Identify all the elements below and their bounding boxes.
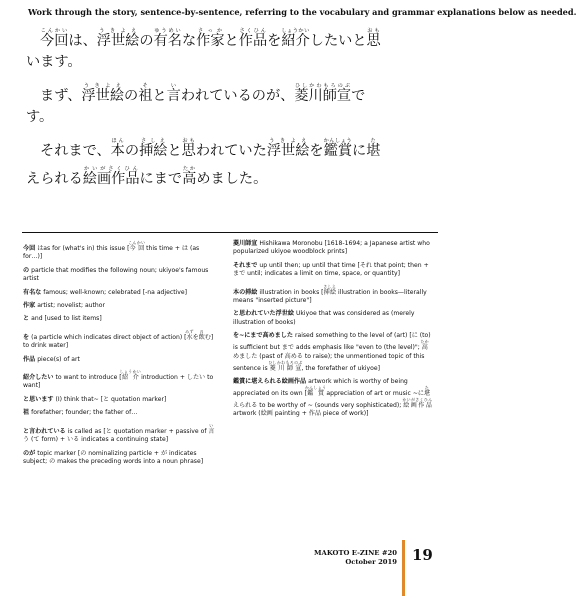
furigana-reading: たか — [420, 339, 430, 345]
text-run: this time + は (as for…)] — [23, 245, 200, 261]
furigana-reading: ゆうめい — [153, 28, 182, 34]
text-run: にまで — [139, 171, 183, 187]
issue-date: October 2019 — [345, 558, 397, 566]
text-run: particle that modifies the following noun; ukiyoe's famous artist — [23, 266, 209, 283]
story-paragraph — [26, 28, 446, 69]
page-number: 19 — [412, 546, 433, 564]
story-line — [26, 28, 446, 48]
text-run: を — [192, 333, 199, 341]
text-run: , the forefather of ukiyoe] — [301, 364, 380, 372]
text-run: で — [351, 88, 366, 104]
vocab-term: 作品 — [23, 355, 36, 363]
furigana-reading: かんしょう — [323, 138, 353, 144]
furigana-word: 作品さくひん — [238, 28, 268, 49]
vocab-entry — [233, 332, 433, 373]
furigana-reading: こんかい — [128, 240, 146, 245]
furigana-reading: みず — [185, 328, 194, 334]
furigana-reading: の — [198, 328, 205, 334]
furigana-reading: さくひん — [238, 28, 268, 34]
vocab-term: 作家 — [23, 302, 36, 310]
text-run: の — [139, 33, 154, 49]
vocab-entry — [23, 356, 218, 364]
text-run: む] to drink water] — [23, 333, 214, 350]
furigana-reading: かんしょう — [304, 385, 327, 391]
vocab-entry — [233, 262, 433, 279]
furigana-word: 思おも — [181, 138, 196, 159]
furigana-word: 紹介しょうかい — [281, 28, 310, 49]
vocab-entry — [233, 240, 433, 257]
furigana-word: 飲の — [198, 328, 205, 341]
text-run: めました (past of 高める to raise); the unmentioned topic of this sentence is — [233, 352, 425, 372]
text-run: famous; well-known; celebrated [-na adjective] — [43, 288, 188, 296]
furigana-word: 有名ゆうめい — [153, 28, 182, 49]
text-run: まず、 — [40, 88, 82, 104]
text-run: は — [37, 245, 44, 252]
story-line — [26, 111, 446, 124]
furigana-word: 今回こんかい — [128, 240, 146, 252]
vocab-term: 紹介したい — [23, 374, 54, 382]
text-run: われているのが、 — [180, 88, 295, 104]
magazine-name: MAKOTO E-ZINE #20 — [314, 549, 397, 557]
text-run: up until then; up until that time [それ that point; then + まで until; indicates a limit on time, space, or quantity] — [233, 261, 429, 278]
text-run: (I) think that~ [と quotation marker] — [55, 395, 167, 403]
story-text — [26, 28, 446, 200]
text-run: and [used to list items] — [31, 315, 102, 323]
vocabulary-column-right — [233, 240, 433, 424]
furigana-reading: こんかい — [40, 28, 69, 34]
vocab-term: 今回 — [23, 245, 36, 252]
vocab-entry — [23, 396, 218, 404]
furigana-word: 言い — [208, 422, 215, 435]
furigana-word: 水みず — [185, 328, 194, 341]
story-line — [26, 138, 446, 158]
furigana-word: 菱川師宣ひしかわもろのぶ — [294, 83, 352, 104]
text-run: artwork which is worthy of being appreciated on its own [ — [233, 378, 408, 398]
vocab-entry — [23, 302, 218, 310]
text-run: われていた — [195, 143, 267, 159]
furigana-reading: さっか — [196, 28, 225, 34]
text-run: illustration in books—literally means "inserted picture"] — [233, 288, 427, 305]
text-run: の — [124, 143, 140, 159]
story-line — [26, 83, 446, 103]
vocab-entry — [23, 315, 218, 323]
vocab-term: 本の挿絵 — [233, 288, 258, 296]
text-run: えられる to be worthy of ~ (sounds very sophisticated); — [233, 402, 404, 410]
furigana-word: 菱川師宣ひしかわもろのぶ — [268, 359, 303, 372]
text-run: す。 — [26, 109, 54, 125]
text-run: Hishikawa Moronobu [1618-1694; a Japanese artist who popularized ukiyoe woodblock prints] — [233, 240, 430, 256]
furigana-word: 堪た — [366, 138, 381, 159]
text-run: raised something to the level of (art) [に (to) is sufficient but まで adds emphasis like "even to (the level)"; — [233, 332, 431, 352]
furigana-reading: かいがさくひん — [402, 397, 433, 403]
text-run: それまで、 — [40, 143, 111, 159]
furigana-word: 鑑賞かんしょう — [304, 385, 327, 398]
furigana-word: 絵画作品かいがさくひん — [402, 397, 433, 410]
text-run: forefather; founder; the father of… — [31, 409, 138, 417]
vocab-term: それまで — [233, 261, 258, 269]
furigana-word: 堪た — [424, 385, 431, 398]
furigana-reading: ひしかわもろのぶ — [294, 83, 352, 89]
text-run: います。 — [26, 54, 82, 70]
furigana-reading: さしえ — [139, 138, 168, 144]
vocab-term: 菱川師宣 — [233, 240, 258, 247]
story-line — [26, 56, 446, 69]
furigana-word: 作家さっか — [196, 28, 225, 49]
story-paragraph — [26, 83, 446, 124]
vocab-entry — [23, 409, 218, 417]
furigana-word: 本ほん — [110, 138, 125, 159]
text-run: illustration in books [ — [259, 288, 324, 296]
vocab-term: 有名な — [23, 288, 42, 296]
footer — [295, 549, 397, 567]
vocabulary-column-left — [23, 240, 218, 471]
vocab-term: のが — [23, 449, 36, 457]
furigana-reading: おも — [181, 138, 196, 144]
text-run: to want to introduce [ — [55, 374, 122, 382]
furigana-reading: たか — [182, 166, 197, 172]
furigana-word: 今回こんかい — [40, 28, 69, 49]
furigana-word: 紹介しょうかい — [119, 369, 142, 382]
vocab-entry — [23, 267, 218, 284]
furigana-reading: い — [166, 83, 181, 89]
text-run: を — [267, 33, 282, 49]
furigana-word: 高たか — [420, 339, 430, 352]
text-run: introduction + したい to want] — [23, 374, 214, 390]
vocab-term: を~にまで高めました — [233, 332, 293, 340]
furigana-reading: い — [208, 422, 215, 428]
furigana-word: 言い — [166, 83, 181, 104]
vocab-entry — [233, 310, 433, 327]
furigana-reading: さしえ — [323, 283, 337, 289]
furigana-reading: そ — [138, 83, 153, 89]
text-run: の — [124, 88, 139, 104]
text-run: と — [224, 33, 239, 49]
furigana-reading: ひしかわもろのぶ — [268, 359, 303, 365]
vocab-entry — [23, 423, 218, 445]
vocab-term: と — [23, 315, 30, 323]
furigana-reading: ほん — [110, 138, 125, 144]
text-run: piece(s) of art — [37, 355, 80, 363]
vocab-term: と思われていた浮世絵 — [233, 310, 294, 318]
text-run: as for (what's in) this issue [ — [43, 245, 130, 252]
vocab-entry — [233, 284, 433, 306]
text-run: (a particle which indicates direct object of action) [ — [31, 333, 187, 341]
text-run: と — [167, 143, 182, 159]
furigana-word: 祖そ — [138, 83, 153, 104]
vocab-term: の — [23, 266, 30, 274]
furigana-reading: しょうかい — [119, 369, 142, 375]
text-run: と — [152, 88, 167, 104]
vocab-entry — [23, 240, 218, 262]
vocab-term: 祖 — [23, 409, 30, 417]
vocab-term: を — [23, 333, 30, 341]
vocab-entry — [23, 369, 218, 391]
instruction-text: Work through the story, sentence-by-sentence, referring to the vocabulary and grammar explanations below as needed. — [28, 7, 576, 17]
text-run: したいと — [309, 33, 367, 49]
vocab-term: と思います — [23, 395, 54, 403]
story-paragraph — [26, 138, 446, 186]
furigana-reading: うきよえ — [81, 83, 124, 89]
furigana-reading: うきよえ — [96, 28, 140, 34]
furigana-word: 浮世絵うきよえ — [81, 83, 125, 104]
text-run: topic marker [の nominalizing particle + が indicates subject; の makes the preceding words into a noun phrase] — [23, 449, 204, 465]
furigana-reading: た — [366, 138, 381, 144]
furigana-word: 高たか — [182, 166, 197, 187]
text-run: う (て form) + いる indicates a continuing state] — [23, 436, 169, 444]
text-run: な — [181, 33, 197, 49]
text-run: に — [352, 143, 367, 159]
text-run: は、 — [68, 33, 97, 49]
vocab-entry — [23, 450, 218, 467]
vocab-entry — [23, 329, 218, 351]
furigana-word: 挿絵さしえ — [323, 283, 337, 296]
vocab-term: 鑑賞に堪えられる絵画作品 — [233, 378, 307, 386]
furigana-reading: うきよえ — [266, 138, 310, 144]
furigana-reading: おも — [366, 28, 381, 34]
text-run: えられる — [26, 171, 83, 187]
furigana-word: 挿絵さしえ — [139, 138, 168, 159]
text-run: artwork (絵画 painting + 作品 piece of work)] — [233, 410, 369, 418]
furigana-word: 思おも — [366, 28, 381, 49]
furigana-word: 絵画作品かいがさくひん — [82, 166, 140, 187]
furigana-word: 鑑賞かんしょう — [323, 138, 353, 159]
vocab-term: と言われている — [23, 427, 66, 435]
vocab-entry — [233, 378, 433, 419]
vocab-entry — [23, 289, 218, 297]
text-run: めました。 — [196, 171, 268, 187]
section-divider — [22, 232, 438, 233]
furigana-word: 浮世絵うきよえ — [96, 28, 140, 49]
furigana-reading: た — [424, 385, 431, 391]
furigana-reading: かいがさくひん — [82, 166, 140, 172]
text-run: を — [309, 143, 324, 159]
story-line — [26, 166, 446, 186]
text-run: appreciation of art or music ~に — [324, 390, 425, 398]
furigana-reading: しょうかい — [281, 28, 310, 34]
furigana-word: 浮世絵うきよえ — [266, 138, 310, 159]
text-run: Ukiyoe that was considered as (merely illustration of books) — [233, 310, 415, 326]
text-run: artist; novelist; author — [37, 302, 106, 310]
text-run: is called as [と quotation marker + passive of — [67, 427, 209, 435]
accent-bar — [402, 540, 405, 596]
